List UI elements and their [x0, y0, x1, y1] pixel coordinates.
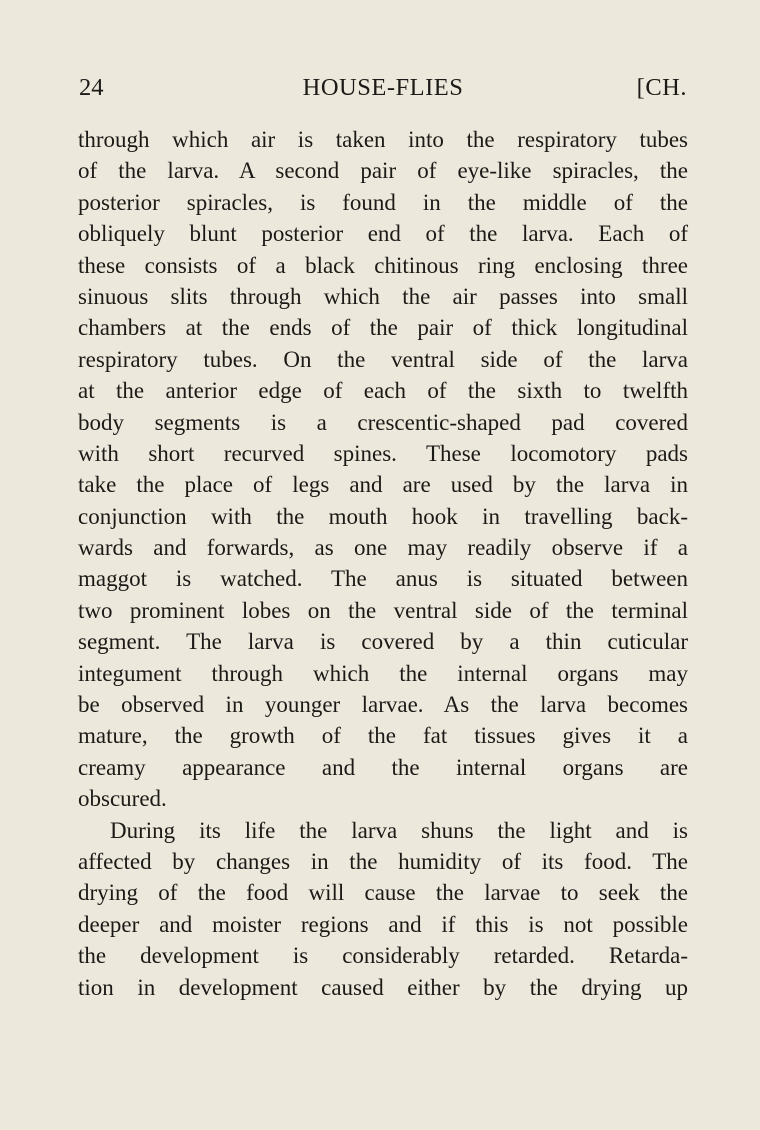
running-header — [79, 70, 687, 106]
text-line: obscured. — [78, 786, 167, 812]
text-line: be observed in younger larvae. As the larva becomes — [78, 692, 688, 718]
text-line: chambers at the ends of the pair of thick longitudinal — [78, 315, 688, 341]
text-line: maggot is watched. The anus is situated between — [78, 566, 688, 592]
text-line: affected by changes in the humidity of its food. The — [78, 848, 688, 874]
body-text — [78, 124, 688, 1003]
text-line: posterior spiracles, is found in the middle of the — [78, 189, 688, 215]
text-line: the development is considerably retarded. Retarda- — [78, 943, 688, 969]
text-line: sinuous slits through which the air passes into small — [78, 283, 688, 309]
page-number: 24 — [79, 74, 104, 101]
text-line: During its life the larva shuns the light and is — [110, 817, 688, 843]
text-line: creamy appearance and the internal organs are — [78, 754, 688, 780]
text-line: drying of the food will cause the larvae to seek the — [78, 880, 688, 906]
text-line: two prominent lobes on the ventral side of the terminal — [78, 597, 688, 623]
text-line: segment. The larva is covered by a thin cuticular — [78, 629, 688, 655]
text-line: wards and forwards, as one may readily observe if a — [78, 535, 688, 561]
text-line: at the anterior edge of each of the sixth to twelfth — [78, 378, 688, 404]
text-line: conjunction with the mouth hook in travelling back- — [78, 503, 688, 529]
text-line: these consists of a black chitinous ring enclosing three — [78, 252, 688, 278]
text-line: mature, the growth of the fat tissues gives it a — [78, 723, 688, 749]
text-line: with short recurved spines. These locomotory pads — [78, 440, 688, 466]
chapter-marker: [CH. — [636, 74, 687, 101]
text-line: obliquely blunt posterior end of the larva. Each of — [78, 221, 688, 247]
running-title: HOUSE-FLIES — [302, 74, 464, 101]
text-line: deeper and moister regions and if this is not possible — [78, 911, 688, 937]
text-line: tion in development caused either by the drying up — [78, 974, 688, 1000]
text-line: take the place of legs and are used by the larva in — [78, 472, 688, 498]
text-line: through which air is taken into the respiratory tubes — [78, 127, 688, 152]
text-line: integument through which the internal organs may — [78, 660, 688, 686]
text-line: of the larva. A second pair of eye-like spiracles, the — [78, 158, 688, 184]
text-line: body segments is a crescentic-shaped pad covered — [78, 409, 688, 435]
text-line: respiratory tubes. On the ventral side of the larva — [78, 346, 688, 372]
